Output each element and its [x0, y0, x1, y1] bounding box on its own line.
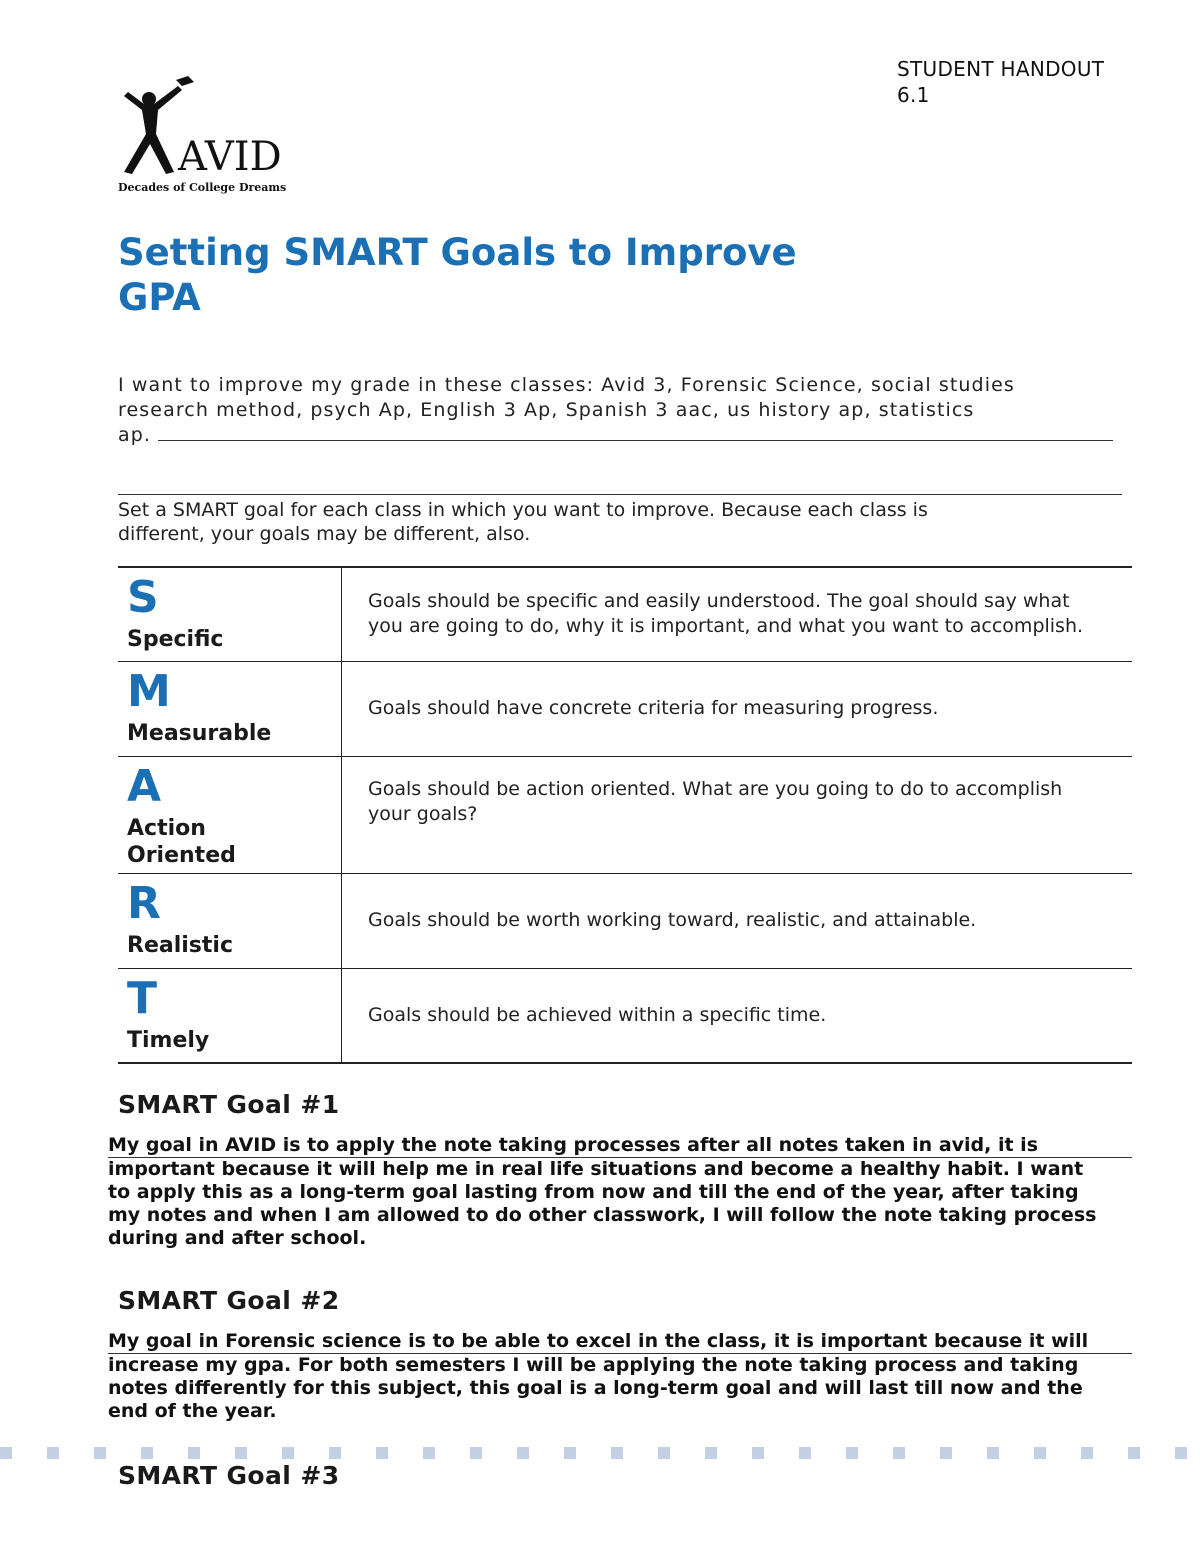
smart-word: Realistic	[127, 932, 233, 958]
smart-description: Goals should have concrete criteria for measuring progress.	[342, 661, 1133, 756]
smart-word: Measurable	[127, 720, 272, 746]
goal-line: notes differently for this subject, this goal is a long-term goal and will last till now and the	[108, 1377, 1083, 1399]
page-break-dot	[423, 1447, 435, 1459]
handout-title: STUDENT HANDOUT	[897, 57, 1105, 81]
page-break-dot	[141, 1447, 153, 1459]
page-break-dot	[940, 1447, 952, 1459]
title-line-1: Setting SMART Goals to Improve	[118, 231, 797, 274]
goal-line: my notes and when I am allowed to do other classwork, I will follow the note taking process	[108, 1204, 1097, 1226]
page-break-dot	[1034, 1447, 1046, 1459]
page-break-dot	[564, 1447, 576, 1459]
page-break-dot	[1128, 1447, 1140, 1459]
page-break-dot	[705, 1447, 717, 1459]
goal-1-heading: SMART Goal #1	[118, 1090, 340, 1119]
page-break-dot	[1175, 1447, 1187, 1459]
goal-line: to apply this as a long-term goal lasting from now and till the end of the year, after taking	[108, 1181, 1079, 1203]
page-break-dot	[235, 1447, 247, 1459]
smart-letter: S	[127, 572, 159, 623]
smart-row-specific	[118, 567, 1132, 661]
title-line-2: GPA	[118, 276, 201, 319]
smart-letter: T	[127, 972, 158, 1024]
page-break-dot	[799, 1447, 811, 1459]
smart-letter-cell	[118, 661, 342, 756]
page-break-dot	[517, 1447, 529, 1459]
goal-line: My goal in AVID is to apply the note taking processes after all notes taken in avid, it is	[108, 1134, 1132, 1158]
page-break-dot	[376, 1447, 388, 1459]
smart-row-action-oriented	[118, 756, 1132, 873]
page-break-dot	[1081, 1447, 1093, 1459]
page-break-dot	[282, 1447, 294, 1459]
classes-statement	[118, 373, 1122, 448]
goal-line: during and after school.	[108, 1227, 367, 1249]
handout-number: 6.1	[897, 83, 930, 107]
classes-line-3: ap.	[118, 423, 1122, 448]
smart-letter-cell	[118, 756, 342, 873]
goal-3-heading: SMART Goal #3	[118, 1461, 340, 1490]
smart-description: Goals should be action oriented. What are you going to do to accomplish your goals?	[342, 756, 1133, 873]
logo-head	[142, 92, 156, 106]
goal-line: end of the year.	[108, 1400, 277, 1422]
page-break-dot	[611, 1447, 623, 1459]
smart-description: Goals should be specific and easily understood. The goal should say what you are going to do, why it is important, and what you want to accomplish.	[342, 567, 1133, 661]
page-break-dot	[0, 1447, 12, 1459]
smart-letter-cell	[118, 567, 342, 661]
page-break-dot	[658, 1447, 670, 1459]
goal-2-text[interactable]	[108, 1330, 1132, 1423]
instructions-line-2: different, your goals may be different, also.	[118, 523, 531, 545]
instructions	[118, 498, 1122, 546]
smart-letter: R	[127, 877, 161, 929]
goal-2-heading: SMART Goal #2	[118, 1286, 340, 1315]
goal-line: My goal in Forensic science is to be able to excel in the class, it is important because it will	[108, 1330, 1132, 1354]
smart-word: Timely	[127, 1027, 210, 1053]
smart-letter-cell	[118, 968, 342, 1063]
classes-line-1: I want to improve my grade in these classes: Avid 3, Forensic Science, social studies	[118, 374, 1015, 396]
page-break-dot	[987, 1447, 999, 1459]
logo-wordmark: AVID	[178, 134, 282, 180]
smart-row-measurable	[118, 661, 1132, 756]
goal-line: increase my gpa. For both semesters I will be applying the note taking process and taking	[108, 1354, 1079, 1376]
smart-letter-cell	[118, 873, 342, 968]
smart-row-realistic	[118, 873, 1132, 968]
answer-underline	[158, 428, 1113, 441]
smart-letter: A	[127, 760, 162, 812]
smart-word: Action Oriented	[127, 815, 236, 868]
goal-line: important because it will help me in real life situations and become a healthy habit. I want	[108, 1158, 1084, 1180]
smart-row-timely	[118, 968, 1132, 1063]
page-break-dot	[47, 1447, 59, 1459]
page-break-dot	[752, 1447, 764, 1459]
handout-label	[897, 56, 1104, 108]
avid-logo	[114, 74, 314, 196]
page-break-dot	[329, 1447, 341, 1459]
page-break-dot	[470, 1447, 482, 1459]
smart-description: Goals should be achieved within a specific time.	[342, 968, 1133, 1063]
page-title	[118, 230, 918, 320]
page-break-dot	[94, 1447, 106, 1459]
page-break-dot	[846, 1447, 858, 1459]
goal-1-text[interactable]	[108, 1134, 1132, 1250]
page-break-dots	[0, 1447, 1200, 1459]
page-break-dot	[893, 1447, 905, 1459]
classes-line-2: research method, psych Ap, English 3 Ap, Spanish 3 aac, us history ap, statistics	[118, 399, 975, 421]
logo-tagline: Decades of College Dreams	[118, 181, 287, 194]
smart-letter: M	[127, 665, 171, 717]
smart-word: Specific	[127, 627, 224, 652]
smart-description: Goals should be worth working toward, realistic, and attainable.	[342, 873, 1133, 968]
smart-table	[118, 566, 1132, 1064]
logo-cap-icon	[176, 76, 194, 86]
page-break-dot	[188, 1447, 200, 1459]
divider	[118, 494, 1122, 495]
instructions-line-1: Set a SMART goal for each class in which you want to improve. Because each class is	[118, 499, 928, 521]
